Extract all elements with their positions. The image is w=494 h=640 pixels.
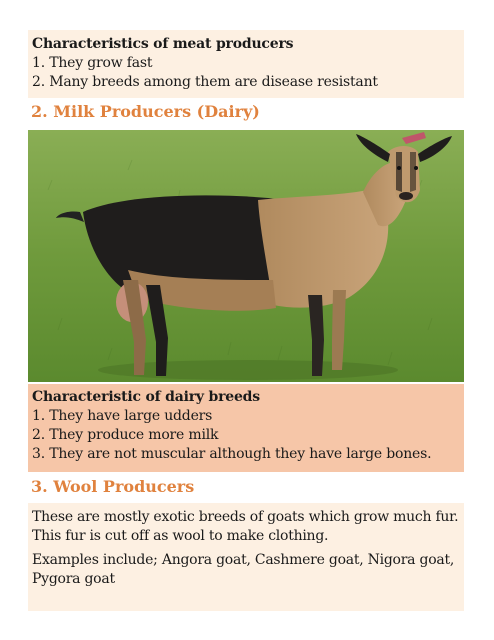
dairy-characteristics-title: Characteristic of dairy breeds: [32, 389, 260, 405]
wool-description-paragraph: These are mostly exotic breeds of goats which grow much fur. This fur is cut off as wool to make clothing.: [32, 509, 459, 544]
dairy-characteristic-item: 1. They have large udders: [32, 408, 213, 424]
dairy-characteristic-item: 2. They produce more milk: [32, 427, 219, 443]
meat-characteristics-title: Characteristics of meat producers: [32, 36, 294, 52]
dairy-characteristic-item: 3. They are not muscular although they have large bones.: [32, 446, 432, 462]
wool-description-box: [28, 503, 464, 611]
meat-characteristic-item: 1. They grow fast: [32, 55, 153, 71]
milk-producers-heading: 2. Milk Producers (Dairy): [31, 102, 260, 121]
wool-examples-paragraph: Examples include; Angora goat, Cashmere goat, Nigora goat, Pygora goat: [32, 552, 455, 587]
meat-characteristic-item: 2. Many breeds among them are disease resistant: [32, 74, 378, 90]
goat-photo: [28, 130, 464, 382]
wool-producers-heading: 3. Wool Producers: [31, 477, 195, 496]
meat-characteristics-box: [28, 30, 464, 98]
dairy-characteristics-box: [28, 384, 464, 472]
